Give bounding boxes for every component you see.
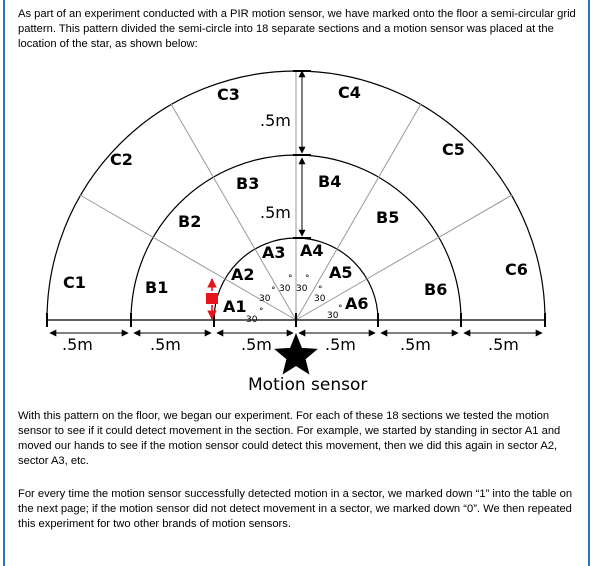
- motion-sensor-star-icon: [274, 333, 318, 375]
- angle-label: 30: [327, 311, 339, 321]
- section-label-c4: C4: [338, 83, 361, 102]
- angle-label: 30: [259, 294, 271, 304]
- section-label-b4: B4: [318, 172, 342, 191]
- motion-sensor-caption: Motion sensor: [248, 375, 368, 395]
- distance-label: .5m: [260, 203, 291, 222]
- degree-mark: °: [338, 304, 343, 314]
- section-label-a6: A6: [345, 294, 369, 313]
- section-label-c1: C1: [63, 273, 86, 292]
- angle-label: 30: [246, 315, 258, 325]
- distance-label: .5m: [488, 335, 519, 354]
- person-marker-icon: [206, 279, 218, 319]
- section-label-b6: B6: [424, 280, 448, 299]
- section-label-c2: C2: [110, 150, 133, 169]
- degree-mark: °: [305, 274, 310, 284]
- section-label-a4: A4: [300, 241, 324, 260]
- section-label-b1: B1: [145, 278, 169, 297]
- section-label-b5: B5: [376, 208, 400, 227]
- angle-label: 30: [296, 284, 308, 294]
- degree-mark: °: [318, 285, 323, 295]
- section-label-c3: C3: [217, 85, 240, 104]
- distance-label: .5m: [325, 335, 356, 354]
- distance-label: .5m: [260, 111, 291, 130]
- section-label-a3: A3: [262, 243, 286, 262]
- section-label-c6: C6: [505, 260, 528, 279]
- intro-paragraph: As part of an experiment conducted with a PIR motion sensor, we have marked onto the floor a semi-circular grid pattern. This pattern divided the semi-circle into 18 separate sections and a motion sensor was placed at the location of the star, as shown below:: [18, 8, 576, 50]
- section-label-b2: B2: [178, 212, 202, 231]
- degree-mark: °: [259, 307, 264, 317]
- section-label-a1: A1: [223, 297, 247, 316]
- semicircle-grid-diagram: [0, 60, 607, 400]
- section-label-b3: B3: [236, 174, 260, 193]
- section-label-c5: C5: [442, 140, 465, 159]
- distance-label: .5m: [150, 335, 181, 354]
- body-paragraph-1: With this pattern on the floor, we began our experiment. For each of these 18 sections we tested the motion sensor to see if it could detect movement in the section. For example, we started by standing in sector A1 and moved our hands to see if the motion sensor could detect this movement, then we did this again in sector A2, sector A3, etc.: [18, 410, 561, 467]
- body-paragraph-2: For every time the motion sensor successfully detected motion in a sector, we marked down “1” into the table on the next page; if the motion sensor did not detect movement in a sector, we marked down “0”. We then repeated this experiment for two other brands of motion sensors.: [18, 488, 573, 530]
- degree-mark: °: [288, 274, 293, 284]
- distance-label: .5m: [241, 335, 272, 354]
- distance-label: .5m: [62, 335, 93, 354]
- angle-label: 30: [314, 294, 326, 304]
- section-label-a5: A5: [329, 263, 353, 282]
- section-label-a2: A2: [231, 265, 255, 284]
- degree-mark: °: [271, 286, 276, 296]
- angle-label: 30: [279, 284, 291, 294]
- distance-label: .5m: [400, 335, 431, 354]
